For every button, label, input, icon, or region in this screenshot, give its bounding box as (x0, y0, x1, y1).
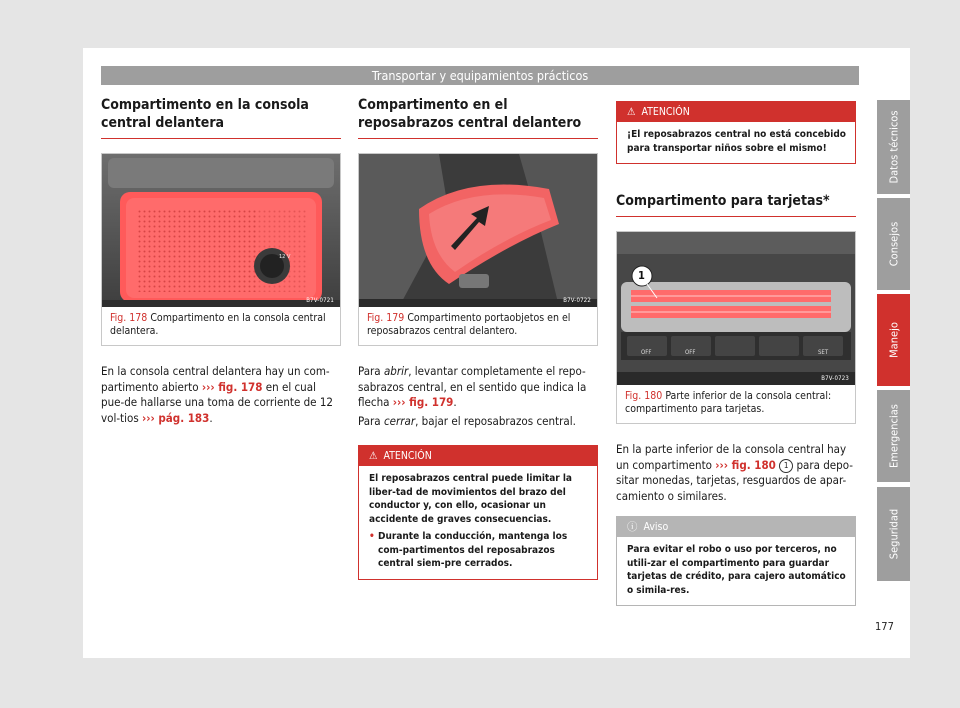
figure-179-number: Fig. 179 (367, 312, 405, 324)
figure-178-number: Fig. 178 (110, 312, 148, 324)
link-arrow-icon[interactable]: ››› (142, 410, 155, 425)
warning-triangle-icon: ⚠ (369, 450, 378, 462)
warning-body: El reposabrazos central puede limitar la liber-tad de movimientos del brazo del conductor y, con ello, ocasionar un accidente de graves consecuencias. • Durante la conducción, mantenga los com-partimentos del reposabrazos central siem-pre cerrados. (369, 473, 572, 569)
figure-179-image (359, 154, 597, 307)
figure-180-text: Parte inferior de la consola central: compartimento para tarjetas. (625, 390, 832, 415)
link-arrow-icon[interactable]: ››› (392, 395, 406, 409)
section-header: Transportar y equipamientos prácticos (101, 66, 859, 85)
figure-178-caption (102, 307, 340, 345)
info-icon: ⓘ (627, 521, 638, 533)
armrest-close-text: Para cerrar, bajar el reposabrazos central. (358, 413, 576, 428)
console-body-text: En la consola central delantera hay un com-partimento abierto ››› fig. 178 en el cual pue-de hallarse una toma de corriente de 12 vol-tios ››› pág. 183. (101, 364, 333, 425)
armrest-open-text: Para abrir, levantar completamente el repo-sabrazos central, en el sentido que indica la flecha ››› fig. 179. (358, 364, 587, 409)
link-arrow-icon[interactable]: ››› (715, 457, 729, 472)
button-label-set: SET (818, 349, 829, 356)
section-title-console: Compartimento en la consola central delantera (101, 96, 341, 139)
bullet-icon: • (369, 531, 375, 542)
figure-180-image (617, 232, 855, 385)
figure-178-code: B7V-0721 (306, 297, 334, 304)
figure-180-code: B7V-0723 (821, 375, 849, 382)
section-title-armrest: Compartimento en el reposabrazos central delantero (358, 96, 598, 139)
callout-number: 1 (779, 459, 793, 473)
figure-179-code: B7V-0722 (563, 297, 591, 304)
figure-180 (616, 231, 856, 424)
cards-body-text: En la parte inferior de la consola central hay un compartimento ››› fig. 180 1 para depo-sitar monedas, tarjetas, resguardos de apar-camiento o similares. (616, 442, 854, 503)
figure-178 (101, 153, 341, 346)
page-183-link[interactable]: pág. 183 (154, 410, 210, 425)
warning-body: ¡El reposabrazos central no está concebido para transportar niños sobre el mismo! (627, 129, 846, 154)
tab-emergencias[interactable]: Emergencias (877, 390, 910, 482)
warning-triangle-icon: ⚠ (627, 106, 636, 118)
warning-header: ⚠ ATENCIÓN (617, 102, 855, 122)
svg-text:12 V: 12 V (279, 254, 291, 260)
figure-179-caption (359, 307, 597, 345)
warning-header: ⚠ ATENCIÓN (359, 446, 597, 466)
figure-178-text: Compartimento en la consola central delantera. (110, 312, 326, 337)
right-column (616, 101, 856, 606)
note-box (616, 516, 856, 606)
tab-datos-tecnicos[interactable]: Datos técnicos (877, 100, 910, 194)
left-column (101, 96, 341, 426)
middle-column (358, 96, 598, 580)
tab-manejo[interactable]: Manejo (877, 294, 910, 386)
button-label-off-2: OFF (685, 349, 696, 356)
tab-consejos[interactable]: Consejos (877, 198, 910, 290)
section-title-cards: Compartimento para tarjetas* (616, 192, 856, 217)
figure-179-text: Compartimento portaobjetos en el reposabrazos central delantero. (367, 312, 571, 337)
fig-179-link[interactable]: fig. 179 (405, 395, 454, 409)
note-header: ⓘ Aviso (617, 517, 855, 537)
link-arrow-icon[interactable]: ››› (201, 379, 215, 394)
figure-180-callout: 1 (638, 269, 645, 282)
figure-180-caption (617, 385, 855, 423)
figure-179 (358, 153, 598, 346)
tab-seguridad[interactable]: Seguridad (877, 487, 910, 581)
warning-box-children (616, 101, 856, 164)
warning-box-armrest (358, 445, 598, 580)
fig-180-link[interactable]: fig. 180 (728, 457, 776, 472)
button-label-off-1: OFF (641, 349, 652, 356)
page-number: 177 (875, 620, 894, 633)
figure-178-image (102, 154, 340, 307)
note-body: Para evitar el robo o uso por terceros, no utili-zar el compartimento para guardar tarjetas de crédito, para cajero automático o simila-res. (627, 544, 846, 596)
fig-178-link[interactable]: fig. 178 (214, 379, 263, 394)
figure-180-number: Fig. 180 (625, 390, 663, 402)
